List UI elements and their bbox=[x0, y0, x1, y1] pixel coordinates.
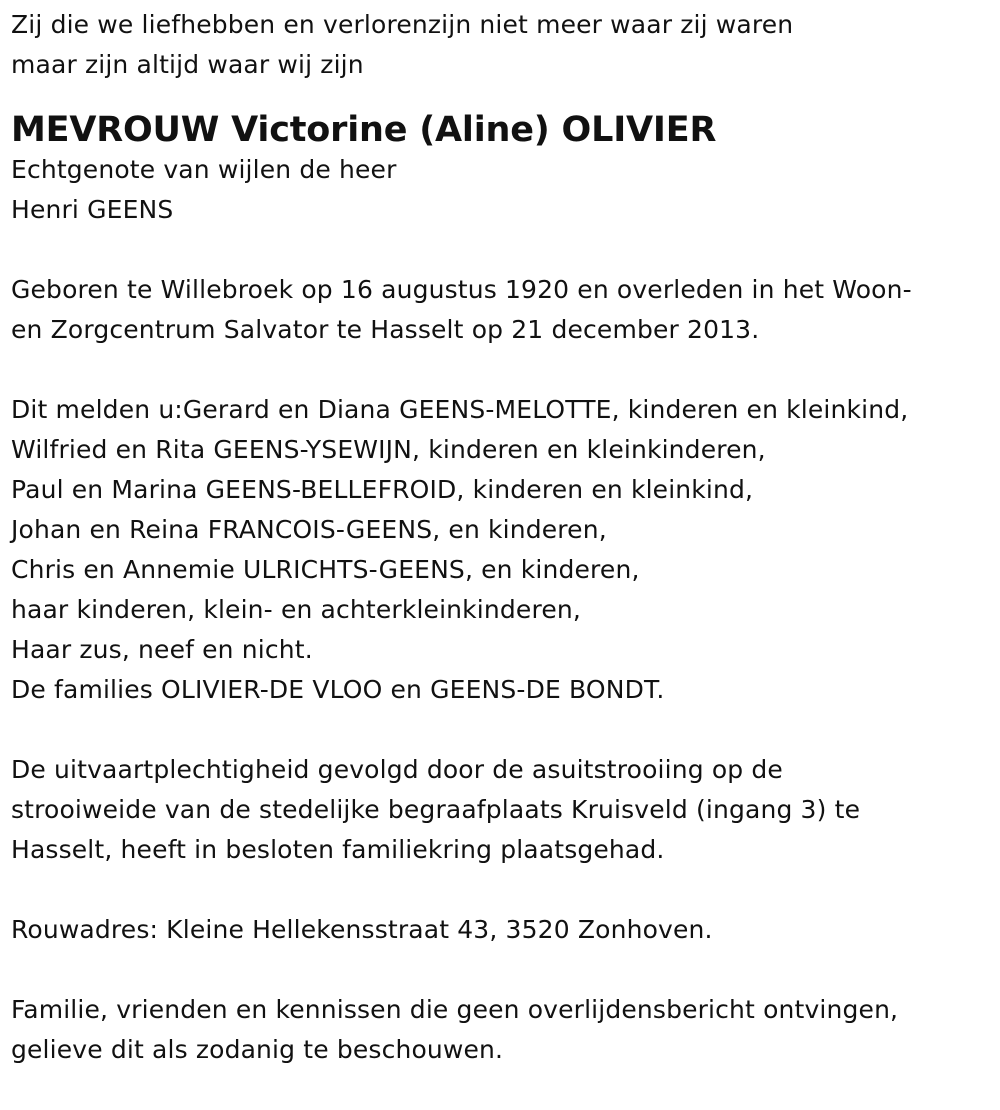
spouse-line-1: Echtgenote van wijlen de heer bbox=[11, 155, 397, 184]
spouse-info bbox=[11, 150, 986, 230]
announcer-line: Paul en Marina GEENS-BELLEFROID, kinderen en kleinkind, bbox=[11, 475, 754, 504]
announcer-line: haar kinderen, klein- en achterkleinkinderen, bbox=[11, 595, 581, 624]
ceremony-line-2: strooiweide van de stedelijke begraafplaats Kruisveld (ingang 3) te bbox=[11, 795, 861, 824]
obituary-notice bbox=[11, 0, 986, 1070]
announcer-line: Chris en Annemie ULRICHTS-GEENS, en kinderen, bbox=[11, 555, 640, 584]
quote-line-2: maar zijn altijd waar wij zijn bbox=[11, 50, 364, 79]
spacer bbox=[11, 230, 986, 270]
spouse-line-2: Henri GEENS bbox=[11, 195, 174, 224]
announcer-line: De families OLIVIER-DE VLOO en GEENS-DE BONDT. bbox=[11, 675, 665, 704]
ceremony-line-1: De uitvaartplechtigheid gevolgd door de asuitstrooiing op de bbox=[11, 755, 783, 784]
birth-death-line-2: en Zorgcentrum Salvator te Hasselt op 21 december 2013. bbox=[11, 315, 760, 344]
deceased-name: MEVROUW Victorine (Aline) OLIVIER bbox=[11, 110, 717, 150]
announcers-list bbox=[11, 390, 986, 710]
mourning-address: Rouwadres: Kleine Hellekensstraat 43, 3520 Zonhoven. bbox=[11, 915, 713, 944]
birth-death-info bbox=[11, 270, 986, 350]
ceremony-line-3: Hasselt, heeft in besloten familiekring plaatsgehad. bbox=[11, 835, 665, 864]
closing-line-2: gelieve dit als zodanig te beschouwen. bbox=[11, 1035, 504, 1064]
spacer bbox=[11, 350, 986, 390]
spacer bbox=[11, 710, 986, 750]
memorial-quote bbox=[11, 5, 986, 85]
announcer-line: Wilfried en Rita GEENS-YSEWIJN, kinderen en kleinkinderen, bbox=[11, 435, 766, 464]
spacer bbox=[11, 870, 986, 910]
spacer bbox=[11, 950, 986, 990]
closing-line-1: Familie, vrienden en kennissen die geen overlijdensbericht ontvingen, bbox=[11, 995, 899, 1024]
quote-line-1: Zij die we liefhebben en verlorenzijn niet meer waar zij waren bbox=[11, 10, 794, 39]
ceremony-info bbox=[11, 750, 986, 870]
announcer-line: Haar zus, neef en nicht. bbox=[11, 635, 313, 664]
announcer-line: Johan en Reina FRANCOIS-GEENS, en kinderen, bbox=[11, 515, 607, 544]
announcer-line: Dit melden u:Gerard en Diana GEENS-MELOTTE, kinderen en kleinkind, bbox=[11, 395, 909, 424]
closing-note bbox=[11, 990, 986, 1070]
birth-death-line-1: Geboren te Willebroek op 16 augustus 1920 en overleden in het Woon- bbox=[11, 275, 912, 304]
